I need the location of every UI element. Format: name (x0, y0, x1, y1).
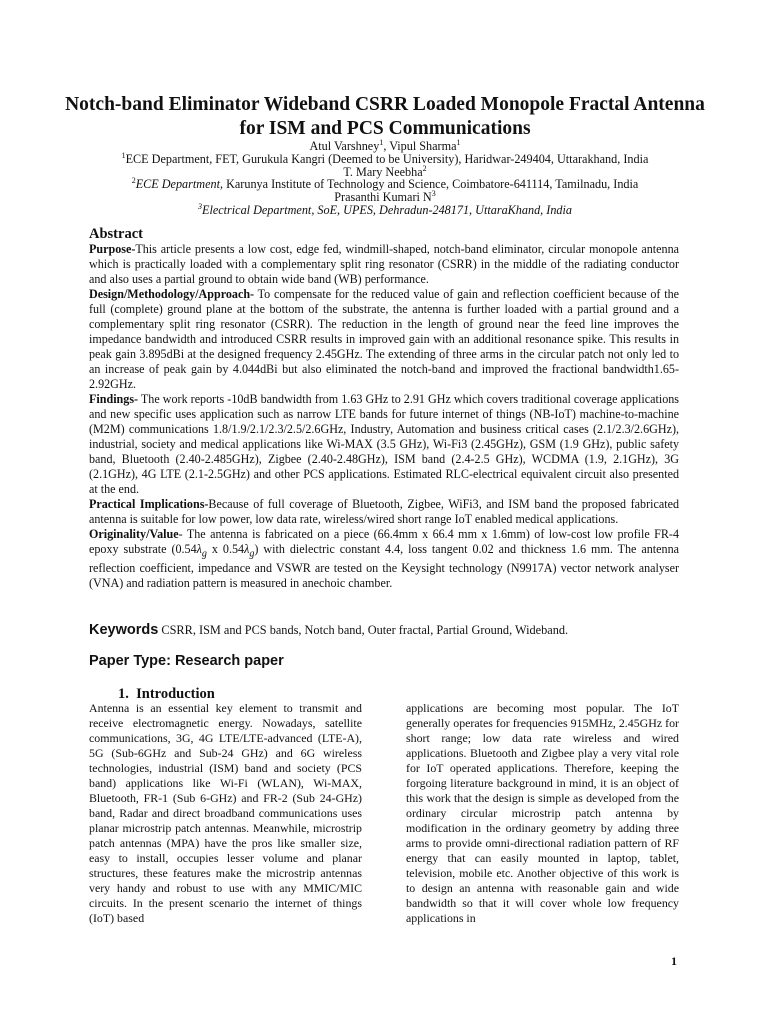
abstract-heading: Abstract (89, 226, 143, 242)
abstract-practical: Practical Implications-Because of full coverage of Bluetooth, Zigbee, WiFi3, and ISM band the proposed fabricated antenna is suitable for low power, low data rate, wireless/wired short range IoT enabled medical applications. (89, 497, 679, 526)
affiliation-3: $^3$Electrical Department, SoE, UPES, Dehradun-248171, UttaraKhand, India (198, 201, 572, 217)
keywords-text: CSRR, ISM and PCS bands, Notch band, Outer fractal, Partial Ground, Wideband. (158, 623, 569, 637)
abstract-findings: Findings- The work reports -10dB bandwidth from 1.63 GHz to 2.91 GHz which covers traditional coverage applications and new specific uses application such as narrow LTE bands for future internet of things (NB-IoT) machine-to-machine (M2M) communications 1.8/1.9/2.1/2.3/2.5/2.6GHz, Industry, Automation and business critical cases (2.1/2.3/2.6GHz), industrial, society and medical applications like Wi-MAX (3.5 GHz), Wi-Fi3 (2.45GHz), GSM (1.9 GHz), public safety band, Bluetooth (2.40-2.485GHz), Zigbee (2.40-2.48GHz), ISM band (2.4-2.5 GHz), WCDMA (1.9, 2.1GHz), 3G (2.1GHz), 4G LTE (2.1-2.5GHz) and other PCS applications. Estimated RLC-electrical equivalent circuit also presented at the end. (89, 392, 679, 496)
abstract-purpose: Purpose-This article presents a low cost, edge fed, windmill-shaped, notch-band eliminator, circular monopole antenna which is practically loaded with a complementary split ring resonator (CSRR) in the middle of the radiating conductor and also uses a partial ground to obtain wide band (WB) performance. (89, 242, 679, 286)
author-line-1: Atul Varshney$^1$, Vipul Sharma$^1$ (309, 137, 461, 153)
page-number: 1 (671, 954, 677, 968)
paper-type: Paper Type: Research paper (89, 653, 284, 669)
author-block (60, 137, 710, 217)
author-line-3: Prasanthi Kumari $N^3$ (334, 189, 436, 205)
author-line-2: T. Mary Neebha$^2$ (343, 163, 427, 179)
affiliation-2: $^2$ECE Department, Karunya Institute of Technology and Science, Coimbatore-641114, Tamilnadu, India (131, 176, 639, 192)
keywords (89, 622, 568, 638)
abstract-body (89, 242, 679, 591)
abstract-design: Design/Methodology/Approach- To compensate for the reduced value of gain and reflection coefficient because of the full (complete) ground plane at the bottom of the substrate, the antenna is further loaded with a partial ground and a complementary split ring resonator (CSRR). The reduction in the length of ground near the feed line improves the impedance bandwidth and introduced CSRR results in improved gain with an additional resonance spike. This results in peak gain 3.895dBi at the designed frequency 2.45GHz. The extending of three arms in the circular patch not only led to an increase of peak gain by 4.044dBi but also eliminated the notch-band and improved the fractional bandwidth1.65-2.92GHz. (89, 287, 679, 391)
introduction-heading: 1. Introduction (118, 686, 215, 702)
abstract-originality: Originality/Value- The antenna is fabricated on a piece (66.4mm x 66.4 mm x 1.6mm) of low-cost low profile FR-4 epoxy substrate ($0.54\lambda_g$ x $0.54\lambda_g$) with dielectric constant 4.4, loss tangent 0.02 and thickness 1.6 mm. The antenna reflection coefficient, impedance and VSWR are tested on the Keysight technology (N9917A) vector network analyser (VNA) and radiation pattern is measured in anechoic chamber. (89, 527, 679, 591)
introduction-left-column: Antenna is an essential key element to transmit and receive electromagnetic energy. Nowadays, satellite communications, 3G, 4G LTE/LTE-advanced (LTE-A), 5G (Sub-6GHz and Sub-24 GHz) and 6G wireless technologies, industrial (ISM) band and society (PCS band) applications like Wi-Fi (WLAN), Wi-MAX, Bluetooth, FR-1 (Sub 6-GHz) and FR-2 (Sub 24-GHz) band, Radar and direct broadband communications uses planar microstrip patch antennas. Meanwhile, microstrip patch antennas (MPA) have the pros like smaller size, easy to install, occupies lesser volume and planar structures, these features make the microstrip antennas very handy and robust to use with any MMIC/MIC circuits. In the present scenario the internet of things (IoT) based (89, 701, 362, 925)
affiliation-1: $^1$ECE Department, FET, Gurukula Kangri (Deemed to be University), Haridwar-249404, Uttarakhand, India (121, 150, 649, 166)
keywords-heading: Keywords (89, 622, 159, 638)
paper-title: Notch-band Eliminator Wideband CSRR Loaded Monopole Fractal Antenna for ISM and PCS Communications (65, 94, 705, 139)
introduction-right-column: applications are becoming most popular. The IoT generally operates for frequencies 915MHz, 2.45GHz for short range; low data rate wireless and wired applications. Bluetooth and Zigbee play a very vital role for IoT operated applications. Therefore, keeping the forgoing literature background in mind, it is an object of this work that the design is simple as developed from the ordinary circular microstrip patch antenna by modification in the ordinary geometry by adding three arms to provide omni-directional radiation pattern of RF energy that can easily mounted in laptop, tablet, television, mobile etc. Another objective of this work is to design an antenna with reasonable gain and wide bandwidth so that it will cover whole low frequency applications in (406, 701, 679, 925)
